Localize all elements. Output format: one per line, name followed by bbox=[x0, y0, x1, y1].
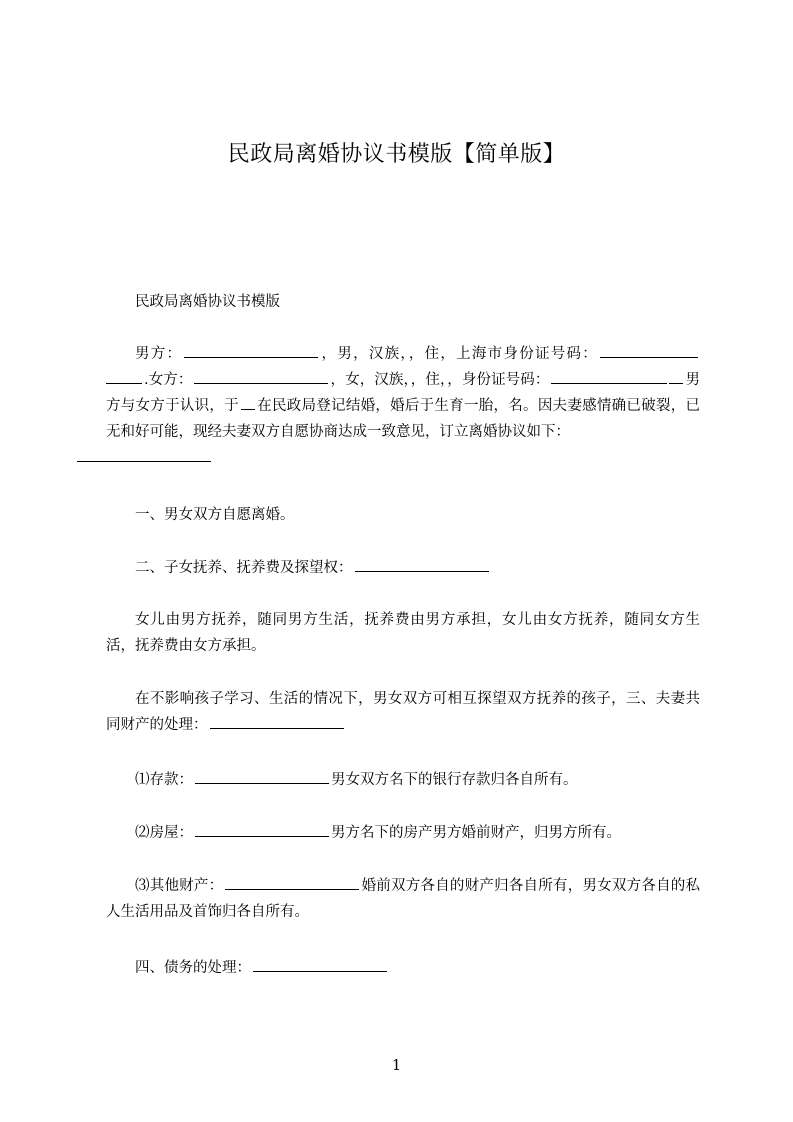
blank-female-id-cont[interactable] bbox=[669, 367, 683, 384]
section-1 bbox=[106, 502, 700, 528]
blank-agreement[interactable] bbox=[77, 445, 211, 462]
page-number: 1 bbox=[391, 1056, 402, 1074]
blank-other-property[interactable] bbox=[225, 873, 359, 890]
custody-paragraph bbox=[106, 607, 700, 659]
section-1-text: 一、男女双方自愿离婚。 bbox=[135, 507, 295, 523]
blank-female-name[interactable] bbox=[194, 367, 328, 384]
intro-paragraph bbox=[106, 341, 700, 471]
marriage-text-2: 在民政局登记结婚，婚后于生育一胎，名。因夫妻感情确已破裂，已无和好可能，现经夫妻双方自愿协商达成一致意见，订立离婚协议如下： bbox=[106, 398, 701, 440]
blank-registry[interactable] bbox=[241, 393, 255, 410]
house-label: ⑵房屋： bbox=[135, 825, 193, 841]
blank-deposit[interactable] bbox=[195, 767, 329, 784]
section-2 bbox=[106, 555, 700, 581]
blank-male-name[interactable] bbox=[184, 341, 318, 358]
female-info: ，女，汉族，，住，，身份证号码： bbox=[330, 372, 550, 388]
section-2-label: 二、子女抚养、抚养费及探望权： bbox=[135, 560, 353, 576]
male-info: ，男，汉族，，住，上海市身份证号码： bbox=[320, 346, 599, 362]
blank-male-id[interactable] bbox=[600, 341, 698, 358]
subtitle-text: 民政局离婚协议书模版 bbox=[135, 294, 280, 310]
blank-house[interactable] bbox=[195, 820, 329, 837]
male-label: 男方： bbox=[135, 346, 183, 362]
deposit-label: ⑴存款： bbox=[135, 772, 193, 788]
other-text: 婚前双方各自的财产归各自所有，男女双方各自的私人生活用品及首饰归各自所有。 bbox=[106, 878, 701, 920]
blank-debt[interactable] bbox=[253, 955, 387, 972]
subtitle bbox=[106, 289, 700, 315]
other-property-item bbox=[106, 873, 700, 925]
blank-custody[interactable] bbox=[355, 555, 489, 572]
other-label: ⑶其他财产： bbox=[135, 878, 224, 894]
blank-female-id[interactable] bbox=[551, 367, 667, 384]
blank-male-id-cont[interactable] bbox=[106, 367, 142, 384]
female-label: .女方： bbox=[144, 372, 193, 388]
visit-text: 在不影响孩子学习、生活的情况下，男女双方可相互探望双方抚养的孩子，三、夫妻共同财产的处理： bbox=[106, 691, 700, 733]
section-4 bbox=[106, 955, 700, 981]
house-item bbox=[106, 820, 700, 846]
deposit-item bbox=[106, 767, 700, 793]
marriage-text-1: 男方与女方于认识，于 bbox=[106, 372, 701, 414]
section-4-label: 四、债务的处理： bbox=[135, 960, 251, 976]
visit-paragraph bbox=[106, 686, 700, 738]
document-title: 民政局离婚协议书模版【简单版】 bbox=[227, 142, 566, 167]
house-text: 男方名下的房产男方婚前财产，归男方所有。 bbox=[331, 825, 621, 841]
blank-property[interactable] bbox=[210, 712, 344, 729]
custody-text: 女儿由男方抚养，随同男方生活，抚养费由男方承担，女儿由女方抚养，随同女方生活，抚养费由女方承担。 bbox=[106, 612, 700, 654]
deposit-text: 男女双方名下的银行存款归各自所有。 bbox=[331, 772, 578, 788]
